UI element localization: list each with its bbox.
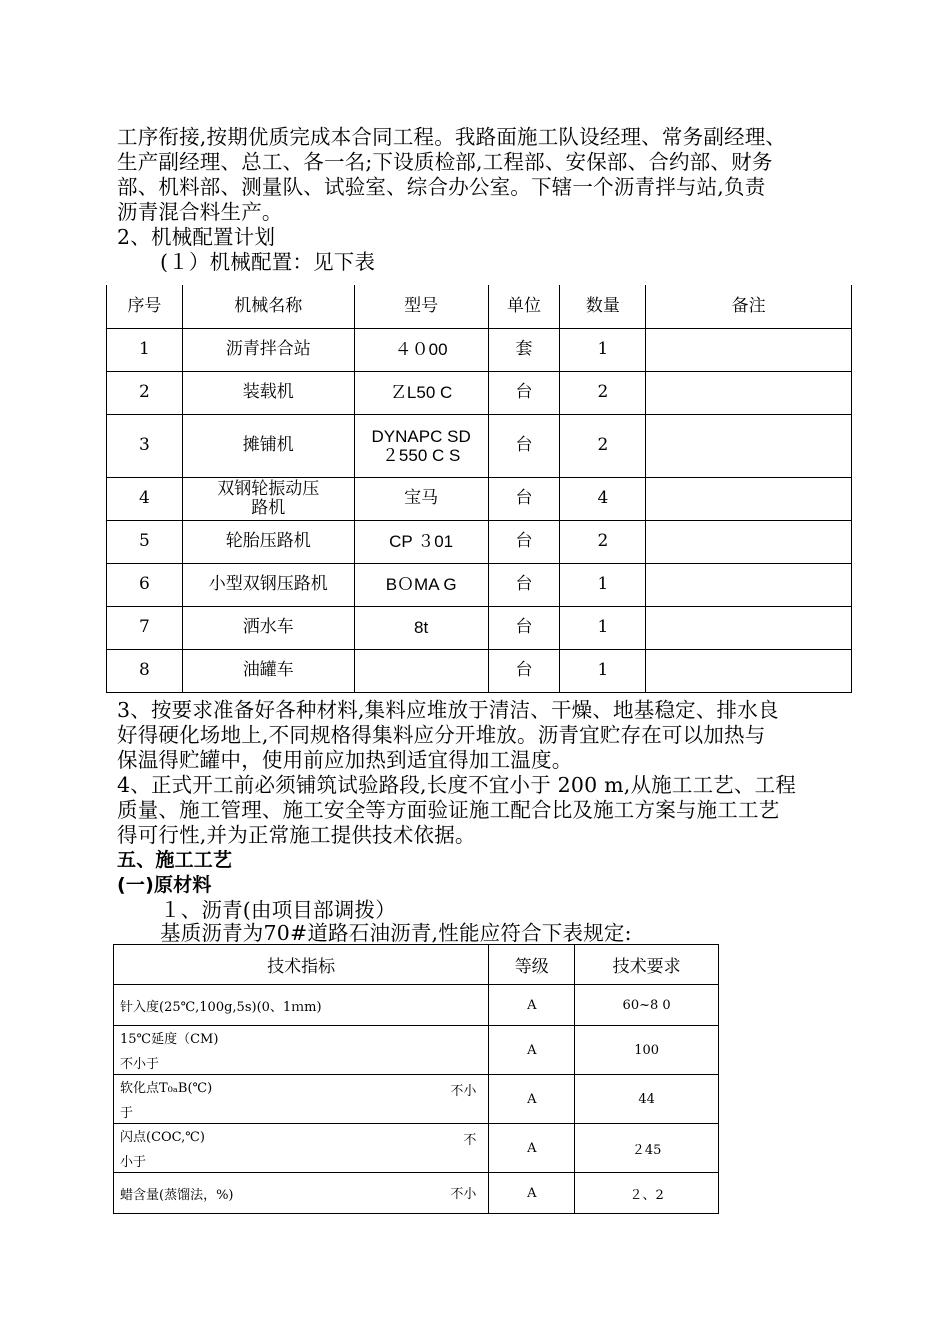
paragraph-line: 沥青混合料生产。: [117, 200, 283, 224]
cell-note: [646, 328, 852, 371]
cell-requirement: ２45: [575, 1124, 719, 1173]
cell-model: 宝马: [354, 477, 488, 520]
cell-note: [646, 606, 852, 649]
table-row: [114, 1075, 719, 1124]
section-heading: 五、施工工艺: [117, 849, 233, 871]
indicator-text: 软化点T₀ₐB(℃): [120, 1081, 213, 1096]
cell-unit: 台: [488, 563, 560, 606]
paragraph-line: 生产副经理、总工、各一名;下设质检部,工程部、安保部、合约部、财务: [117, 150, 773, 174]
cell-qty: 2: [560, 414, 646, 477]
table-row: [107, 328, 852, 371]
cell-name: 小型双钢压路机: [182, 563, 354, 606]
cell-note: [646, 414, 852, 477]
cell-qty: 4: [560, 477, 646, 520]
table-row: [107, 414, 852, 477]
table-row: [114, 1124, 719, 1173]
cell-name: 双钢轮振动压路机: [182, 477, 354, 520]
indicator-text: 闪点(COC,℃): [120, 1130, 205, 1145]
cell-grade: A: [489, 1124, 575, 1173]
table-header-row: [107, 285, 852, 328]
cell-name: 装载机: [182, 371, 354, 414]
table-row: [107, 477, 852, 520]
table-row: [107, 371, 852, 414]
cell-model: ＺL50 C: [354, 371, 488, 414]
cell-unit: 台: [488, 414, 560, 477]
cell-indicator: [114, 1124, 489, 1173]
cell-note: [646, 520, 852, 563]
cell-model: BＯMA G: [354, 563, 488, 606]
header-cell: 等级: [489, 945, 575, 985]
header-cell: 数量: [560, 285, 646, 328]
indicator-suffix: 不小: [450, 1084, 477, 1099]
table-row: [107, 520, 852, 563]
paragraph-line: 质量、施工管理、施工安全等方面验证施工配合比及施工方案与施工工艺: [117, 798, 780, 822]
cell-name: 轮胎压路机: [182, 520, 354, 563]
cell-unit: 套: [488, 328, 560, 371]
cell-no: 1: [107, 328, 183, 371]
machine-table: [106, 285, 852, 693]
table-row: [107, 649, 852, 692]
table-row: [114, 1026, 719, 1075]
cell-indicator: [114, 985, 489, 1026]
cell-no: 3: [107, 414, 183, 477]
table-row: [114, 985, 719, 1026]
cell-requirement: ２、2: [575, 1173, 719, 1214]
cell-no: 7: [107, 606, 183, 649]
indicator-text-cont: 小于: [120, 1155, 147, 1170]
indicator-suffix: 不: [463, 1133, 477, 1148]
cell-no: 5: [107, 520, 183, 563]
cell-note: [646, 649, 852, 692]
indicator-text-cont: 不小于: [120, 1057, 160, 1072]
paragraph-line: 保温得贮罐中，使用前应加热到适宜得加工温度。: [117, 748, 573, 772]
cell-indicator: [114, 1075, 489, 1124]
header-cell: 技术要求: [575, 945, 719, 985]
cell-indicator: [114, 1026, 489, 1075]
paragraph-line: 得可行性,并为正常施工提供技术依据。: [117, 823, 476, 847]
cell-name: 摊铺机: [182, 414, 354, 477]
cell-indicator: [114, 1173, 489, 1214]
indicator-suffix: 不小: [450, 1187, 477, 1202]
paragraph-line: 4、正式开工前必须铺筑试验路段,长度不宜小于 200 m,从施工工艺、工程: [117, 773, 797, 797]
cell-unit: 台: [488, 371, 560, 414]
paragraph-line: 工序衔接,按期优质完成本合同工程。我路面施工队设经理、常务副经理、: [117, 125, 787, 149]
cell-requirement: 100: [575, 1026, 719, 1075]
cell-requirement: 44: [575, 1075, 719, 1124]
cell-name: 油罐车: [182, 649, 354, 692]
indicator-text-cont: 于: [120, 1106, 134, 1121]
cell-qty: 2: [560, 371, 646, 414]
section-title: 2、机械配置计划: [117, 225, 276, 249]
section-subtitle: (１）机械配置：见下表: [160, 250, 376, 274]
item-title: １、沥青(由项目部调拨）: [160, 898, 396, 922]
indicator-text: 15℃延度（CM): [120, 1032, 219, 1047]
spec-table: [113, 944, 719, 1214]
cell-model: [354, 649, 488, 692]
subsection-heading: (一)原材料: [117, 874, 212, 896]
cell-grade: A: [489, 1026, 575, 1075]
table-row: [107, 563, 852, 606]
cell-note: [646, 477, 852, 520]
cell-no: 6: [107, 563, 183, 606]
item-description: 基质沥青为70#道路石油沥青,性能应符合下表规定:: [160, 921, 632, 945]
indicator-text: 蜡含量(蒸馏法，%): [120, 1187, 234, 1203]
cell-grade: A: [489, 1075, 575, 1124]
cell-no: 8: [107, 649, 183, 692]
cell-note: [646, 563, 852, 606]
cell-grade: A: [489, 1173, 575, 1214]
cell-name: 洒水车: [182, 606, 354, 649]
header-cell: 序号: [107, 285, 183, 328]
table-row: [114, 1173, 719, 1214]
cell-no: 4: [107, 477, 183, 520]
header-cell: 备注: [646, 285, 852, 328]
paragraph-line: 好得硬化场地上,不同规格得集料应分开堆放。沥青宜贮存在可以加热与: [117, 723, 766, 747]
indicator-text: 针入度(25℃,100g,5s)(0、1ｍm): [120, 999, 322, 1015]
cell-name: 沥青拌合站: [182, 328, 354, 371]
cell-unit: 台: [488, 477, 560, 520]
cell-qty: 1: [560, 649, 646, 692]
cell-unit: 台: [488, 520, 560, 563]
cell-model: 8t: [354, 606, 488, 649]
cell-model: CP ３01: [354, 520, 488, 563]
header-cell: 机械名称: [182, 285, 354, 328]
paragraph-line: 部、机料部、测量队、试验室、综合办公室。下辖一个沥青拌与站,负责: [117, 175, 766, 199]
cell-model: DYNAPC SD ２550 C S: [354, 414, 488, 477]
cell-qty: 1: [560, 606, 646, 649]
cell-note: [646, 371, 852, 414]
cell-unit: 台: [488, 649, 560, 692]
table-row: [107, 606, 852, 649]
cell-qty: 1: [560, 328, 646, 371]
cell-qty: 2: [560, 520, 646, 563]
header-cell: 单位: [488, 285, 560, 328]
cell-unit: 台: [488, 606, 560, 649]
cell-requirement: 60~8 0: [575, 985, 719, 1026]
paragraph-line: 3、按要求准备好各种材料,集料应堆放于清洁、干燥、地基稳定、排水良: [117, 698, 779, 722]
header-cell: 型号: [354, 285, 488, 328]
table-header-row: [114, 945, 719, 985]
header-cell: 技术指标: [114, 945, 489, 985]
cell-grade: A: [489, 985, 575, 1026]
cell-qty: 1: [560, 563, 646, 606]
cell-model: ４０00: [354, 328, 488, 371]
cell-no: 2: [107, 371, 183, 414]
